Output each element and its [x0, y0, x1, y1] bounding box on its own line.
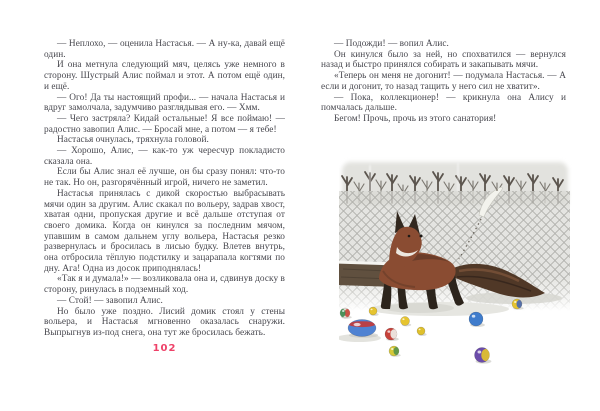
ball [385, 328, 399, 341]
right-page-paragraphs [321, 39, 566, 125]
paragraph: — Подожди! — вопил Алис. [334, 39, 449, 49]
paragraph: — Хорошо, Алис, — как-то уж чересчур покладисто сказала она. [44, 146, 285, 167]
left-page-paragraphs [44, 39, 285, 339]
paragraph: — Стой! — завопил Алис. [57, 295, 163, 306]
fox-nose [420, 235, 423, 238]
paragraph: И она метнула следующий мяч, целясь уже немного в сторону. Шустрый Алис поймал и этот. А потом ещё один, и ещё. [44, 60, 285, 92]
ball [401, 317, 412, 327]
paragraph: Настасья очнулась, тряхнула головой. [57, 135, 209, 146]
ball [348, 320, 378, 338]
right-page-text [321, 39, 566, 125]
paragraph: — Ого! Да ты настоящий профи... — начала Настасья и вдруг замолчала, задумчиво разглядывая его. — Хмм. [44, 92, 285, 114]
paragraph: «Так я и думала!» — возликовала она и, сдвинув доску в сторону, ринулась в подземный ход. [44, 274, 285, 296]
paragraph: — Чего застряла? Кидай остальные! Я все поймаю! — радостно завопил Алис. — Бросай мне, а потом — я тебе! [44, 113, 285, 135]
ball [417, 327, 427, 336]
paragraph: — Неплохо, — оценила Настасья. — А ну-ка, давай ещё один. [44, 39, 285, 60]
fox-eye [408, 235, 411, 238]
paragraph: Но было уже поздно. Лисий домик стоял у стены вольера, и Настасья мгновенно оказалась снаружи. Выпрыгнув из-под снега, она тут же бросилась бежать. [44, 306, 285, 338]
ball [475, 348, 492, 364]
paragraph: «Теперь он меня не догонит! — подумала Настасья. — А если и догонит, то назад тащить у него сил не хватит». [321, 71, 566, 92]
ball [389, 346, 401, 357]
left-page-text [44, 39, 285, 354]
paragraph: Настасья принялась с дикой скоростью выбрасывать мячи один за другим. Алис скакал по вольеру, задрав хвост, хватая одни, пропуская другие и всё дальше отступая от своего домика. Когда он кинулся за последним мячом, упавшим в самом дальнем углу вольера, Настасья резко развернулась и бросилась в лисью будку. Влетев внутрь, она отбросила тёплую подстилку и зацарапала когтями по дну. Ага! Одна из досок приподнялась! [44, 188, 285, 274]
paragraph: Бегом! Прочь, прочь из этого санатория! [334, 113, 497, 124]
paragraph: Если бы Алис знал её лучше, он бы сразу понял: что-то не так. Но он, разгорячённый игрой, ничего не заметил. [44, 167, 285, 189]
fox-illustration [339, 157, 572, 370]
paragraph: Он кинулся было за ней, но спохватился — вернулся назад и быстро принялся собирать и закапывать мячи. [321, 49, 566, 71]
page-number: 102 [152, 342, 177, 354]
paragraph: — Пока, коллекционер! — крикнула она Алису и помчалась дальше. [321, 92, 566, 114]
